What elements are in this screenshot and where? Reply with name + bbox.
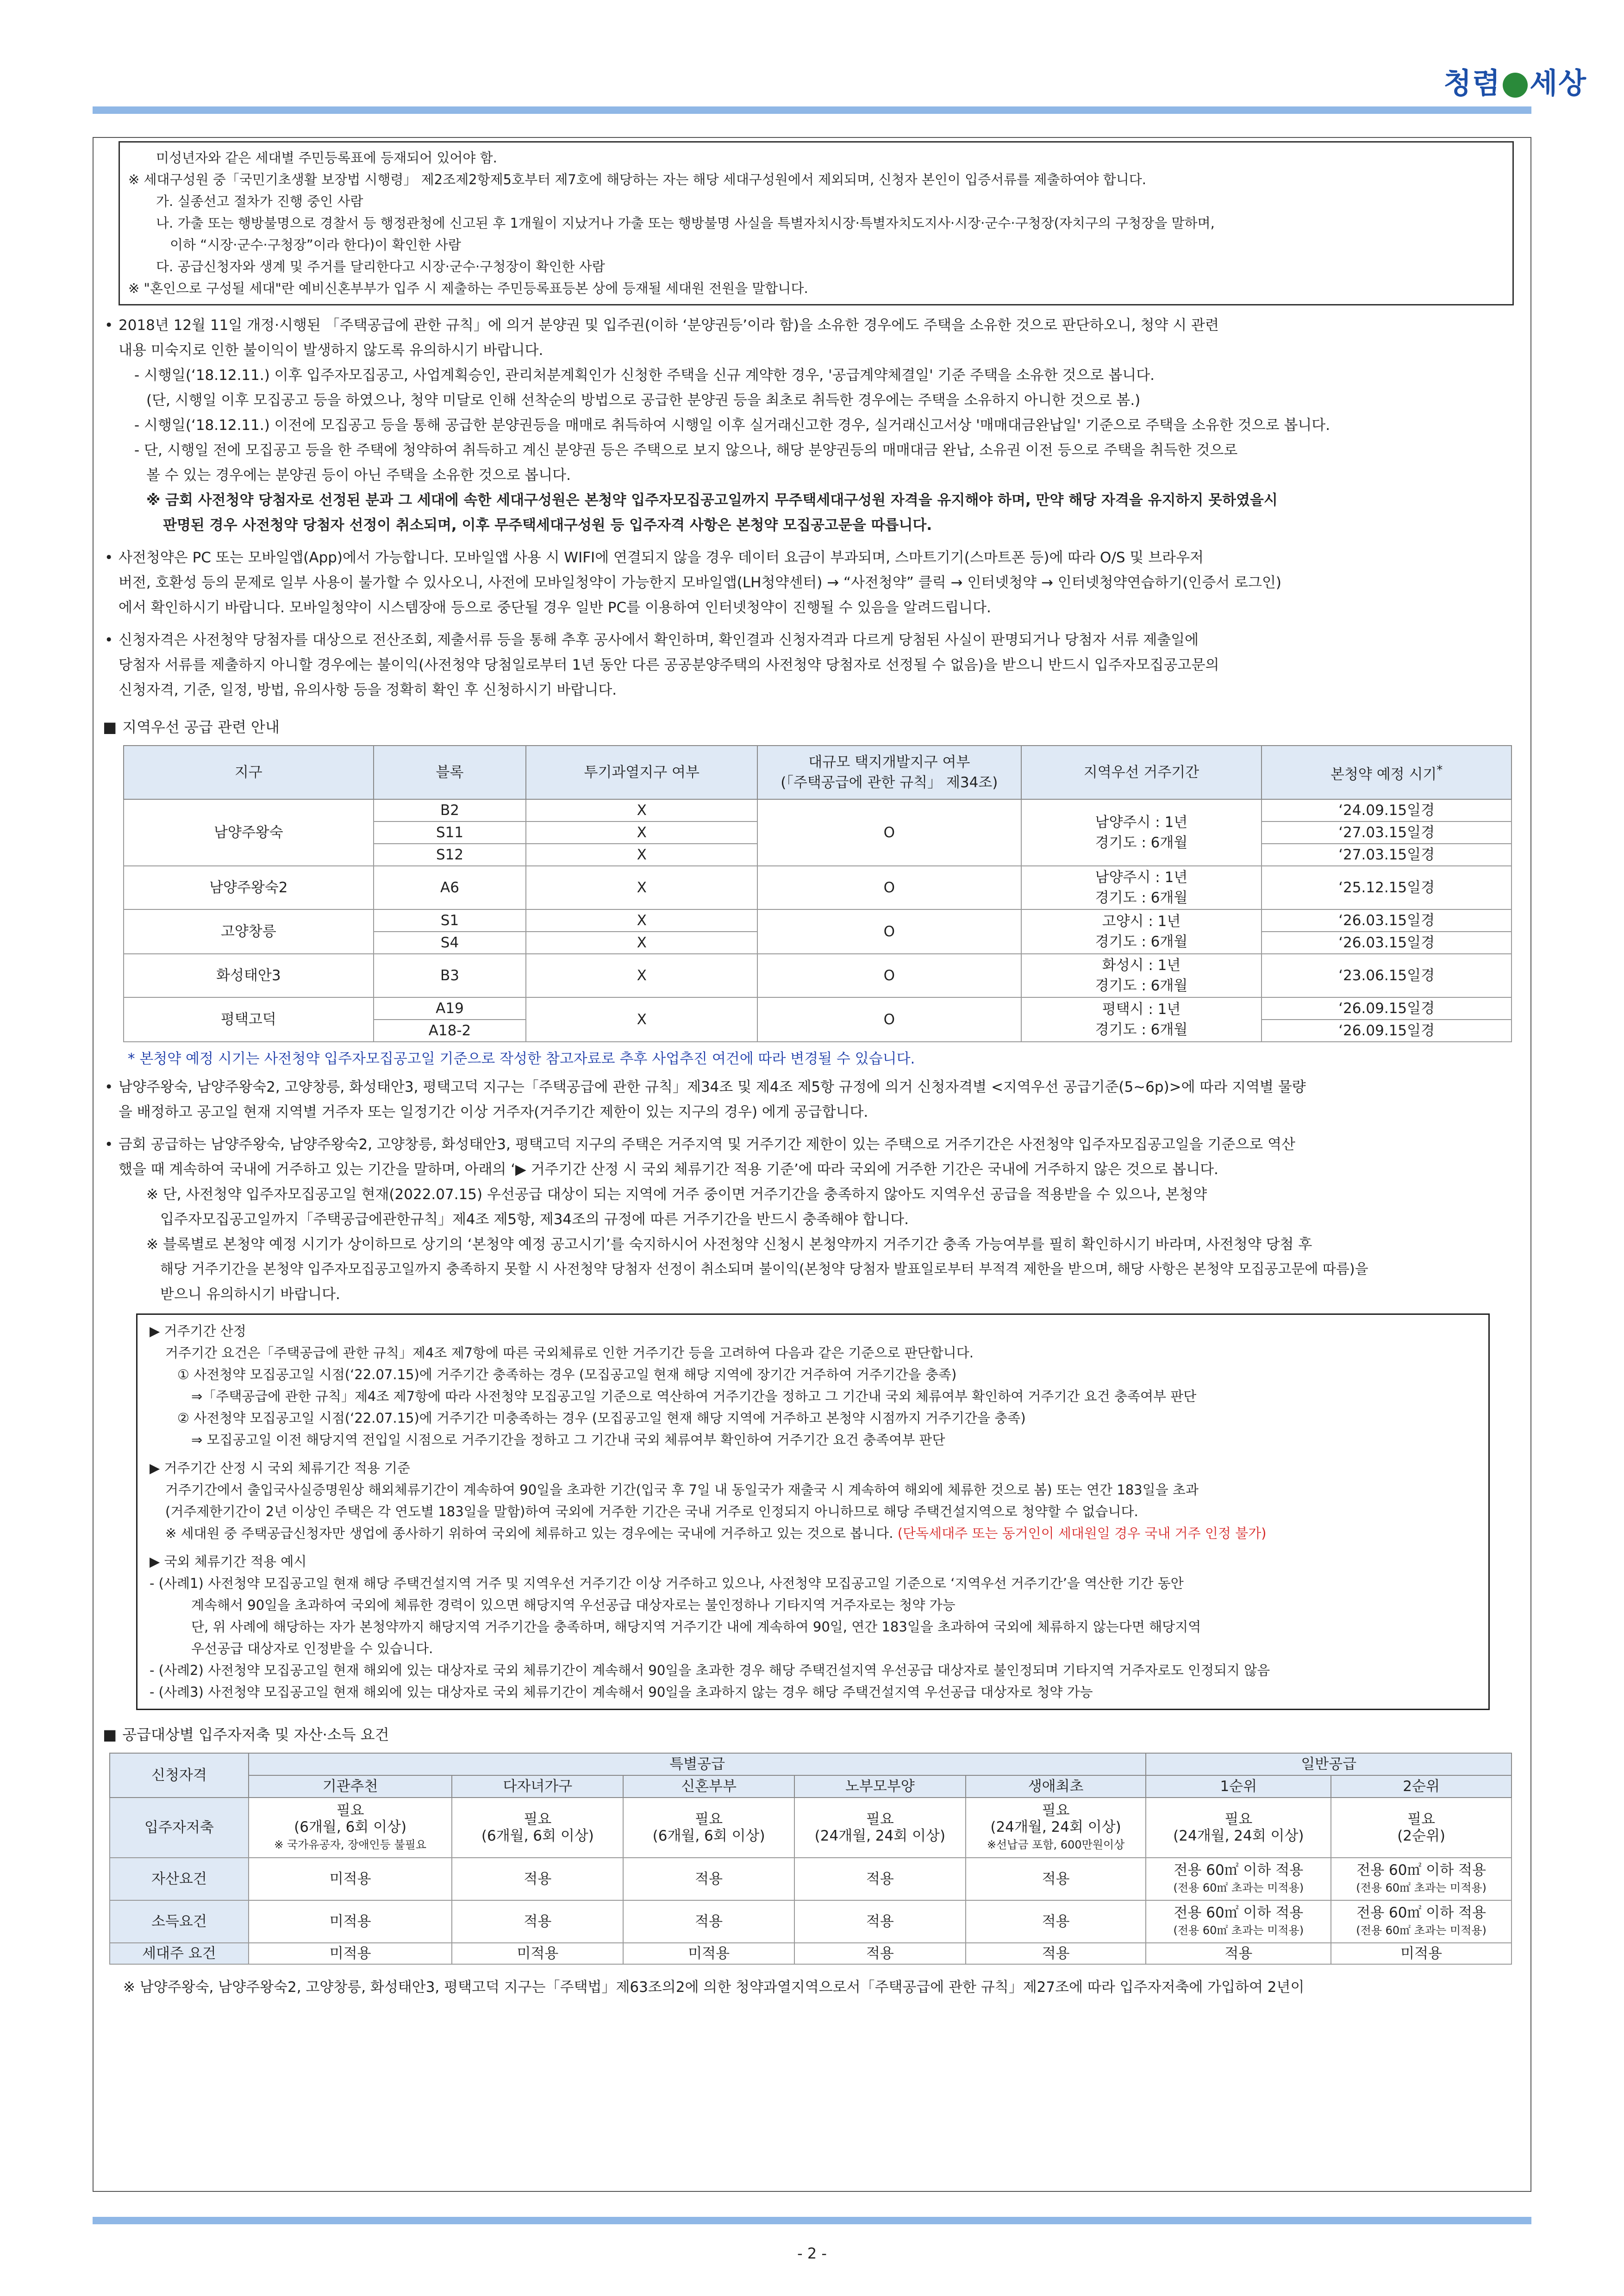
box-line: 계속해서 90일을 초과하여 국외에 체류한 경력이 있으면 해당지역 우선공급 대상자로는 불인정하나 기타지역 거주자로는 청약 가능 [191, 1597, 956, 1613]
zone-priority-table [123, 745, 1512, 1042]
large-site-cell: O [757, 866, 1021, 909]
box-heading: ▶ 거주기간 산정 [150, 1323, 246, 1339]
residence-local: 화성시 : 1년 [1102, 957, 1181, 974]
table-cell: 적용 [452, 1858, 623, 1900]
bullet-item [103, 545, 1522, 620]
cell-note: (전용 60㎡ 초과는 미적용) [1173, 1924, 1304, 1937]
header-asterisk: * [1437, 763, 1443, 778]
cell-note: (전용 60㎡ 초과는 미적용) [1356, 1881, 1487, 1894]
box-line: - (사례1) 사전청약 모집공고일 현재 해당 주택건설지역 거주 및 지역우선 거주기간 이상 거주하고 있으나, 사전청약 모집공고일 기준으로 ‘지역우선 거주기간’을 역산한 기간 동안 [150, 1575, 1184, 1591]
logo [1443, 60, 1587, 101]
cell-main: 전용 60㎡ 이하 적용 [1174, 1862, 1304, 1879]
eligibility-footnote: ※ 남양주왕숙, 남양주왕숙2, 고양창릉, 화성태안3, 평택고덕 지구는「주택법」제63조의2에 의한 청약과열지역으로서「주택공급에 관한 규칙」제27조에 따라 입주자저축에 가입하여 2년이 [123, 1979, 1305, 1996]
block-cell: A18-2 [374, 1020, 526, 1042]
date-cell: ‘26.09.15일경 [1262, 1020, 1512, 1042]
table-cell [1146, 1900, 1331, 1943]
box-line: 거주기간 요건은「주택공급에 관한 규칙」제4조 제7항에 따른 국외체류로 인한 거주기간 등을 고려하여 다음과 같은 기준으로 판단합니다. [165, 1345, 974, 1361]
speculation-cell: X [526, 909, 757, 932]
table-cell: 미적용 [249, 1900, 452, 1943]
logo-text-right: 세상 [1530, 66, 1587, 100]
box-line: ② 사전청약 모집공고일 시점(‘22.07.15)에 거주기간 미충족하는 경우 (모집공고일 현재 해당 지역에 거주하고 본청약 시점까지 거주기간을 충족) [177, 1410, 1026, 1426]
section-title-zone: ■ 지역우선 공급 관련 안내 [103, 716, 1522, 737]
date-cell: ‘27.03.15일경 [1262, 844, 1512, 866]
residence-cell [1021, 866, 1262, 909]
table-cell [623, 1798, 794, 1858]
row-label: 자산요건 [110, 1858, 249, 1900]
block-cell: A6 [374, 866, 526, 909]
star-note: ※ 금회 사전청약 당첨자로 선정된 분과 그 세대에 속한 세대구성원은 본청약 입주자모집공고일까지 무주택세대구성원 자격을 유지해야 하며, 만약 해당 자격을 유지하지 못하였을시 [146, 492, 1278, 509]
district-cell: 남양주왕숙2 [124, 866, 374, 909]
bullet-item [103, 313, 1522, 538]
col-header [1262, 746, 1512, 799]
table-cell [1331, 1798, 1512, 1858]
sub-line: (단, 시행일 이후 모집공고 등을 하였으나, 청약 미달로 인해 선착순의 방법으로 공급한 분양권 등을 최초로 취득한 경우에는 주택을 소유하지 아니한 것으로 봄.) [146, 392, 1141, 409]
sub-line: - 단, 시행일 전에 모집공고 등을 한 주택에 청약하여 취득하고 계신 분양권 등은 주택으로 보지 않으나, 해당 분양권등의 매매대금 완납, 소유권 이전 등으로 주택을 취득한 것으로 [134, 442, 1238, 459]
date-cell: ‘24.09.15일경 [1262, 799, 1512, 821]
box-line: ⇒「주택공급에 관한 규칙」제4조 제7항에 따라 사전청약 모집공고일 기준으로 역산하여 거주기간을 정하고 그 기간내 국외 체류여부 확인하여 거주기간 요건 충족여부 판단 [191, 1388, 1197, 1404]
sub-line: - 시행일(‘18.12.11.) 이후 입주자모집공고, 사업계획승인, 관리처분계획인가 신청한 주택을 신규 계약한 경우, '공급계약체결일' 기준 주택을 소유한 것으로 봅니다. [134, 367, 1155, 384]
cell-main: 필요 [1042, 1802, 1070, 1819]
cell-note: ※ 국가유공자, 장애인등 불필요 [274, 1838, 427, 1851]
bullet-line: 을 배정하고 공고일 현재 지역별 거주자 또는 일정기간 이상 거주자(거주기간 제한이 있는 지구의 경우) 에게 공급합니다. [119, 1104, 868, 1120]
col-header: 지구 [124, 746, 374, 799]
note-line: ※ 블록별로 본청약 예정 시기가 상이하므로 상기의 ‘본청약 예정 공고시기’를 숙지하시어 사전청약 신청시 본청약까지 거주기간 충족 가능여부를 필히 확인하시기 바라며, 사전청약 당첨 후 [146, 1236, 1312, 1253]
sub-line: - 시행일(‘18.12.11.) 이전에 모집공고 등을 통해 공급한 분양권등을 매매로 취득하여 시행일 이후 실거래신고한 경우, 실거래신고서상 '매매대금완납일' 기준으로 주택을 소유한 것으로 봅니다. [134, 417, 1330, 434]
content [103, 141, 1522, 1999]
cell-main: 필요 [866, 1811, 894, 1828]
block-cell: A19 [374, 997, 526, 1020]
bullet-line: 했을 때 계속하여 국내에 거주하고 있는 기간을 말하며, 아래의 ‘▶ 거주기간 산정 시 국외 체류기간 적용 기준’에 따라 국외에 거주한 기간은 국내에 거주하지 않은 것으로 봅니다. [119, 1161, 1218, 1178]
col-header: 신혼부부 [623, 1775, 794, 1798]
row-label: 입주자저축 [110, 1798, 249, 1858]
residence-period-box [136, 1313, 1490, 1710]
residence-province: 경기도 : 6개월 [1095, 977, 1188, 994]
table-cell: 적용 [794, 1943, 966, 1964]
residence-local: 고양시 : 1년 [1102, 913, 1181, 930]
logo-emblem-icon [1503, 73, 1528, 98]
district-cell: 화성태안3 [124, 954, 374, 997]
sub-line: 볼 수 있는 경우에는 분양권 등이 아닌 주택을 소유한 것으로 봅니다. [146, 467, 571, 484]
block-cell: S11 [374, 821, 526, 844]
block-cell: S4 [374, 932, 526, 954]
cell-main: 필요 [695, 1811, 723, 1828]
speculation-cell: X [526, 866, 757, 909]
bullet-line: • 2018년 12월 11일 개정·시행된 「주택공급에 관한 규칙」에 의거 분양권 및 입주권(이하 ‘분양권등’이라 함)을 소유한 경우에도 주택을 소유한 것으로 판단하오니, 청약 시 관련 [119, 317, 1219, 334]
date-cell: ‘23.06.15일경 [1262, 954, 1512, 997]
table-cell [452, 1798, 623, 1858]
cell-detail: (6개월, 6회 이상) [652, 1828, 765, 1844]
cell-main: 필요 [1407, 1811, 1436, 1828]
header-main: 대규모 택지개발지구 여부 [808, 754, 970, 771]
box-line-red: (단독세대주 또는 동거인이 세대원일 경우 국내 거주 인정 불가) [897, 1525, 1267, 1541]
bullet-line: 당첨자 서류를 제출하지 아니할 경우에는 불이익(사전청약 당첨일로부터 1년 동안 다른 공공분양주택의 사전청약 당첨자로 선정될 수 없음)을 받으니 반드시 입주자모집공고문의 [119, 657, 1219, 673]
bullet-line: • 신청자격은 사전청약 당첨자를 대상으로 전산조회, 제출서류 등을 통해 추후 공사에서 확인하며, 확인결과 신청자격과 다르게 당첨된 사실이 판명되거나 당첨자 서류 제출일에 [119, 632, 1199, 648]
cell-note: (전용 60㎡ 초과는 미적용) [1173, 1881, 1304, 1894]
col-header: 특별공급 [249, 1753, 1146, 1775]
header-main: 본청약 예정 시기 [1330, 766, 1437, 783]
col-header: 노부모부양 [794, 1775, 966, 1798]
col-header: 지역우선 거주기간 [1021, 746, 1262, 799]
bullet-item [103, 1132, 1522, 1307]
col-header: 신청자격 [110, 1753, 249, 1798]
district-cell: 남양주왕숙 [124, 799, 374, 866]
box-line: ① 사전청약 모집공고일 시점(‘22.07.15)에 거주기간 충족하는 경우 (모집공고일 현재 해당 지역에 장기간 거주하여 거주기간을 충족) [177, 1367, 957, 1382]
table-cell: 미적용 [249, 1943, 452, 1964]
speculation-cell: X [526, 997, 757, 1042]
col-header: 다자녀가구 [452, 1775, 623, 1798]
col-header: 1순위 [1146, 1775, 1331, 1798]
note-line: ※ 세대구성원 중「국민기초생활 보장법 시행령」 제2조제2항제5호부터 제7호에 해당하는 자는 해당 세대구성원에서 제외되며, 신청자 본인이 입증서류를 제출하여야 합니다. [128, 172, 1146, 187]
header-sub: (「주택공급에 관한 규칙」 제34조) [781, 774, 998, 791]
date-cell: ‘27.03.15일경 [1262, 821, 1512, 844]
residence-cell [1021, 997, 1262, 1042]
residence-province: 경기도 : 6개월 [1095, 834, 1188, 851]
bullet-line: 내용 미숙지로 인한 불이익이 발생하지 않도록 유의하시기 바랍니다. [119, 342, 543, 359]
cell-detail: (6개월, 6회 이상) [481, 1828, 594, 1844]
table-cell [249, 1798, 452, 1858]
residence-province: 경기도 : 6개월 [1095, 933, 1188, 950]
residence-cell [1021, 909, 1262, 954]
table-cell: 미적용 [249, 1858, 452, 1900]
table-cell: 적용 [794, 1900, 966, 1943]
page-number: - 2 - [797, 2245, 827, 2262]
cell-note: (전용 60㎡ 초과는 미적용) [1356, 1924, 1487, 1937]
table-cell: 미적용 [1331, 1943, 1512, 1964]
table-cell [1331, 1900, 1512, 1943]
table-cell [1331, 1858, 1512, 1900]
table-cell [1146, 1798, 1331, 1858]
col-header: 일반공급 [1146, 1753, 1512, 1775]
section-title-eligibility: ■ 공급대상별 입주자저축 및 자산·소득 요건 [103, 1723, 1522, 1744]
box-line [150, 1523, 1476, 1544]
block-cell: S1 [374, 909, 526, 932]
cell-detail: (24개월, 24회 이상) [814, 1828, 946, 1844]
note-line: 다. 공급신청자와 생계 및 주거를 달리한다고 시장·군수·구청장이 확인한 사람 [156, 259, 605, 274]
residence-province: 경기도 : 6개월 [1095, 890, 1188, 906]
note-line: 가. 실종선고 절차가 진행 중인 사람 [156, 193, 363, 209]
cell-main: 전용 60㎡ 이하 적용 [1174, 1904, 1304, 1921]
top-divider [93, 106, 1531, 114]
note-line: ※ "혼인으로 구성될 세대"란 예비신혼부부가 입주 시 제출하는 주민등록표등본 상에 등재될 세대원 전원을 말합니다. [128, 280, 808, 296]
box-line-text: ※ 세대원 중 주택공급신청자만 생업에 종사하기 위하여 국외에 체류하고 있는 경우에는 국내에 거주하고 있는 것으로 봅니다. [165, 1525, 893, 1541]
bullet-line: • 금회 공급하는 남양주왕숙, 남양주왕숙2, 고양창릉, 화성태안3, 평택고덕 지구의 주택은 거주지역 및 거주기간 제한이 있는 주택으로 거주기간은 사전청약 입주자모집공고일을 기준으로 역산 [119, 1136, 1295, 1153]
box-line: - (사례3) 사전청약 모집공고일 현재 해외에 있는 대상자로 국외 체류기간이 계속해서 90일을 초과하지 않는 경우 해당 주택건설지역 우선공급 대상자로 청약 가능 [150, 1684, 1093, 1700]
row-label: 세대주 요건 [110, 1943, 249, 1964]
box-line: ⇒ 모집공고일 이전 해당지역 전입일 시점으로 거주기간을 정하고 그 기간내 국외 체류여부 확인하여 거주기간 요건 충족여부 판단 [191, 1432, 945, 1448]
date-cell: ‘26.03.15일경 [1262, 909, 1512, 932]
bullet-line: 신청자격, 기준, 일정, 방법, 유의사항 등을 정확히 확인 후 신청하시기 바랍니다. [119, 682, 617, 698]
table-cell: 미적용 [623, 1943, 794, 1964]
cell-detail: (24개월, 24회 이상) [990, 1819, 1121, 1836]
table-cell: 미적용 [452, 1943, 623, 1964]
logo-text-left: 청렴 [1443, 66, 1501, 100]
speculation-cell: X [526, 844, 757, 866]
zone-table-note: * 본청약 예정 시기는 사전청약 입주자모집공고일 기준으로 작성한 참고자료로 추후 사업추진 여건에 따라 변경될 수 있습니다. [128, 1051, 915, 1067]
table-cell: 적용 [966, 1943, 1146, 1964]
box-line: 우선공급 대상자로 인정받을 수 있습니다. [191, 1641, 433, 1656]
table-cell: 적용 [794, 1858, 966, 1900]
bullet-line: • 사전청약은 PC 또는 모바일앱(App)에서 가능합니다. 모바일앱 사용 시 WIFI에 연결되지 않을 경우 데이터 요금이 부과되며, 스마트기기(스마트폰 등)에 따라 O/S 및 브라우저 [119, 549, 1204, 566]
date-cell: ‘26.03.15일경 [1262, 932, 1512, 954]
residence-cell [1021, 954, 1262, 997]
date-cell: ‘25.12.15일경 [1262, 866, 1512, 909]
table-cell [1146, 1858, 1331, 1900]
speculation-cell: X [526, 799, 757, 821]
large-site-cell: O [757, 954, 1021, 997]
table-cell: 적용 [452, 1900, 623, 1943]
table-cell: 적용 [1146, 1943, 1331, 1964]
col-header: 투기과열지구 여부 [526, 746, 757, 799]
box-line: 단, 위 사례에 해당하는 자가 본청약까지 해당지역 거주기간을 충족하며, 해당지역 거주기간 내에 계속하여 90일, 연간 183일을 초과하여 국외에 체류하지 않는다면 해당지역 [191, 1619, 1201, 1635]
block-cell: S12 [374, 844, 526, 866]
cell-detail: (6개월, 6회 이상) [294, 1819, 407, 1836]
table-cell [794, 1798, 966, 1858]
residence-local: 남양주시 : 1년 [1095, 869, 1188, 886]
speculation-cell: X [526, 932, 757, 954]
speculation-cell: X [526, 954, 757, 997]
cell-note: ※선납금 포함, 600만원이상 [987, 1838, 1125, 1851]
col-header: 기관추천 [249, 1775, 452, 1798]
district-cell: 평택고덕 [124, 997, 374, 1042]
note-line: ※ 단, 사전청약 입주자모집공고일 현재(2022.07.15) 우선공급 대상이 되는 지역에 거주 중이면 거주기간을 충족하지 않아도 지역우선 공급을 적용받을 수 있으나, 본청약 [146, 1186, 1207, 1203]
bullet-item [103, 628, 1522, 703]
note-line: 나. 가출 또는 행방불명으로 경찰서 등 행정관청에 신고된 후 1개월이 지났거나 가출 또는 행방불명 사실을 특별자치시장·특별자치도지사·시장·군수·구청장(자치구의 구청장을 말하며, [156, 215, 1215, 231]
table-cell: 적용 [966, 1900, 1146, 1943]
box-line: 거주기간에서 출입국사실증명원상 해외체류기간이 계속하여 90일을 초과한 기간(입국 후 7일 내 동일국가 재출국 시 계속하여 해외에 체류한 것으로 봄) 또는 연간 183일을 초과 [165, 1482, 1199, 1498]
table-cell [966, 1798, 1146, 1858]
cell-main: 전용 60㎡ 이하 적용 [1356, 1904, 1486, 1921]
table-cell: 적용 [623, 1858, 794, 1900]
speculation-cell: X [526, 821, 757, 844]
residence-province: 경기도 : 6개월 [1095, 1021, 1188, 1038]
note-line: 이하 “시장·군수·구청장”이라 한다)이 확인한 사람 [170, 237, 461, 253]
box-heading: ▶ 거주기간 산정 시 국외 체류기간 적용 기준 [150, 1460, 411, 1476]
box-line: - (사례2) 사전청약 모집공고일 현재 해외에 있는 대상자로 국외 체류기간이 계속해서 90일을 초과한 경우 해당 주택건설지역 우선공급 대상자로 불인정되며 기타지역 거주자로도 인정되지 않음 [150, 1662, 1270, 1678]
residence-cell [1021, 799, 1262, 866]
cell-detail: (2순위) [1397, 1828, 1445, 1844]
cell-main: 필요 [524, 1811, 552, 1828]
cell-main: 필요 [1224, 1811, 1253, 1828]
box-heading: ▶ 국외 체류기간 적용 예시 [150, 1554, 307, 1569]
large-site-cell: O [757, 909, 1021, 954]
note-line: 해당 거주기간을 본청약 입주자모집공고일까지 충족하지 못할 시 사전청약 당첨자 선정이 취소되며 불이익(본청약 당첨자 발표일로부터 부적격 제한을 받으며, 해당 사항은 본청약 모집공고문에 따름)을 [160, 1261, 1368, 1277]
note-line: 입주자모집공고일까지「주택공급에관한규칙」제4조 제5항, 제34조의 규정에 따른 거주기간을 반드시 충족해야 합니다. [160, 1211, 909, 1228]
large-site-cell: O [757, 799, 1021, 866]
block-cell: B2 [374, 799, 526, 821]
block-cell: B3 [374, 954, 526, 997]
bullet-item [103, 1075, 1522, 1125]
bullet-line: 버전, 호환성 등의 문제로 일부 사용이 불가할 수 있사오니, 사전에 모바일청약이 가능한지 모바일앱(LH청약센터) → “사전청약” 클릭 → 인터넷청약 → 인터넷청약연습하기(인증서 로그인) [119, 574, 1282, 591]
col-header [757, 746, 1021, 799]
col-header: 2순위 [1331, 1775, 1512, 1798]
cell-main: 필요 [336, 1802, 364, 1819]
bullet-line: • 남양주왕숙, 남양주왕숙2, 고양창릉, 화성태안3, 평택고덕 지구는「주택공급에 관한 규칙」제34조 및 제4조 제5항 규정에 의거 신청자격별 <지역우선 공급기준(5~6p)>에 따라 지역별 물량 [119, 1079, 1306, 1095]
large-site-cell: O [757, 997, 1021, 1042]
residence-local: 평택시 : 1년 [1102, 1001, 1181, 1018]
date-cell: ‘26.09.15일경 [1262, 997, 1512, 1020]
bullet-line: 에서 확인하시기 바랍니다. 모바일청약이 시스템장애 등으로 중단될 경우 일반 PC를 이용하여 인터넷청약이 진행될 수 있음을 알려드립니다. [119, 599, 991, 616]
residence-local: 남양주시 : 1년 [1095, 814, 1188, 831]
note-line: 미성년자와 같은 세대별 주민등록표에 등재되어 있어야 함. [156, 150, 497, 166]
cell-main: 전용 60㎡ 이하 적용 [1356, 1862, 1486, 1879]
district-cell: 고양창릉 [124, 909, 374, 954]
table-cell: 적용 [966, 1858, 1146, 1900]
col-header: 블록 [374, 746, 526, 799]
col-header: 생애최초 [966, 1775, 1146, 1798]
box-line: (거주제한기간이 2년 이상인 주택은 각 연도별 183일을 말함)하여 국외에 거주한 기간은 국내 거주로 인정되지 아니하므로 해당 주택건설지역으로 청약할 수 없습니다. [165, 1504, 1138, 1519]
eligibility-table [109, 1753, 1512, 1965]
star-note: 판명된 경우 사전청약 당첨자 선정이 취소되며, 이후 무주택세대구성원 등 입주자격 사항은 본청약 모집공고문을 따릅니다. [163, 517, 932, 534]
household-note-box [119, 141, 1514, 305]
row-label: 소득요건 [110, 1900, 249, 1943]
table-cell: 적용 [623, 1900, 794, 1943]
bottom-divider [93, 2217, 1531, 2224]
cell-detail: (24개월, 24회 이상) [1173, 1828, 1304, 1844]
note-line: 받으니 유의하시기 바랍니다. [160, 1286, 340, 1303]
